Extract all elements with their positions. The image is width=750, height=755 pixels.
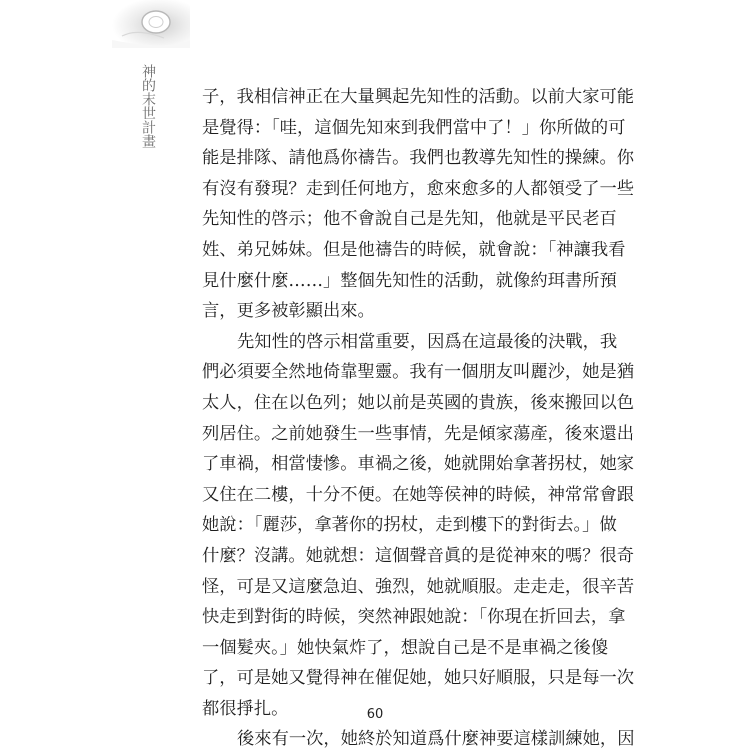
body-text [202,82,635,755]
running-header-title: 神的末世計畫 [140,64,156,148]
text-line: 子，我相信神正在大量興起先知性的活動。以前大家可能 [202,87,635,107]
text-line: 又住在二樓，十分不便。在她等侯神的時候，神常常會跟 [202,484,635,505]
text-line: 了，可是她又覺得神在催促她，她只好順服，只是每一次 [202,668,635,689]
text-line: 太人，住在以色列；她以前是英國的貴族，後來搬回以色 [202,392,635,413]
paragraph [202,82,635,327]
text-line: 能是排隊、請他爲你禱告。我們也教導先知性的操練。你 [202,148,635,169]
text-line: 見什麼什麼……」整個先知性的活動，就像約珥書所預 [202,270,617,291]
text-line: 都很掙扎。 [202,698,289,719]
paragraph [202,327,635,725]
text-line: 什麼？沒講。她就想：這個聲音眞的是從神來的嗎？很奇 [202,545,635,566]
text-line: 是覺得：「哇，這個先知來到我們當中了！」你所做的可 [202,117,626,138]
page-number: 60 [366,707,384,722]
text-line: 後來有一次，她終於知道爲什麼神要這樣訓練她，因 [237,729,635,750]
text-line: 怪，可是又這麼急迫、強烈，她就順服。走走走，很辛苦 [202,576,635,597]
text-line: 了車禍，相當悽慘。車禍之後，她就開始拿著拐杖，她家 [202,454,635,475]
text-line: 姓、弟兄姊妹。但是他禱告的時候，就會說：「神讓我看 [202,239,626,260]
text-line: 言，更多被彰顯出來。 [202,301,375,322]
corner-decoration-icon [112,0,190,48]
text-line: 她說：「麗莎，拿著你的拐杖，走到樓下的對街去。」做 [202,515,617,536]
paragraph [202,724,635,755]
text-line: 們必須要全然地倚靠聖靈。我有一個朋友叫麗沙，她是猶 [202,362,635,383]
text-line: 先知性的啓示相當重要，因爲在這最後的決戰，我 [237,331,618,352]
text-line: 有沒有發現？走到任何地方，愈來愈多的人都領受了一些 [202,178,635,199]
text-line: 列居住。之前她發生一些事情，先是傾家蕩產，後來還出 [202,423,635,444]
text-line: 快走到對街的時候，突然神跟她說：「你現在折回去，拿 [202,607,626,628]
text-line: 先知性的啓示；他不會說自己是先知，他就是平民老百 [202,209,617,230]
text-line: 一個髮夾。」她快氣炸了，想說自己是不是車禍之後傻 [202,637,609,658]
